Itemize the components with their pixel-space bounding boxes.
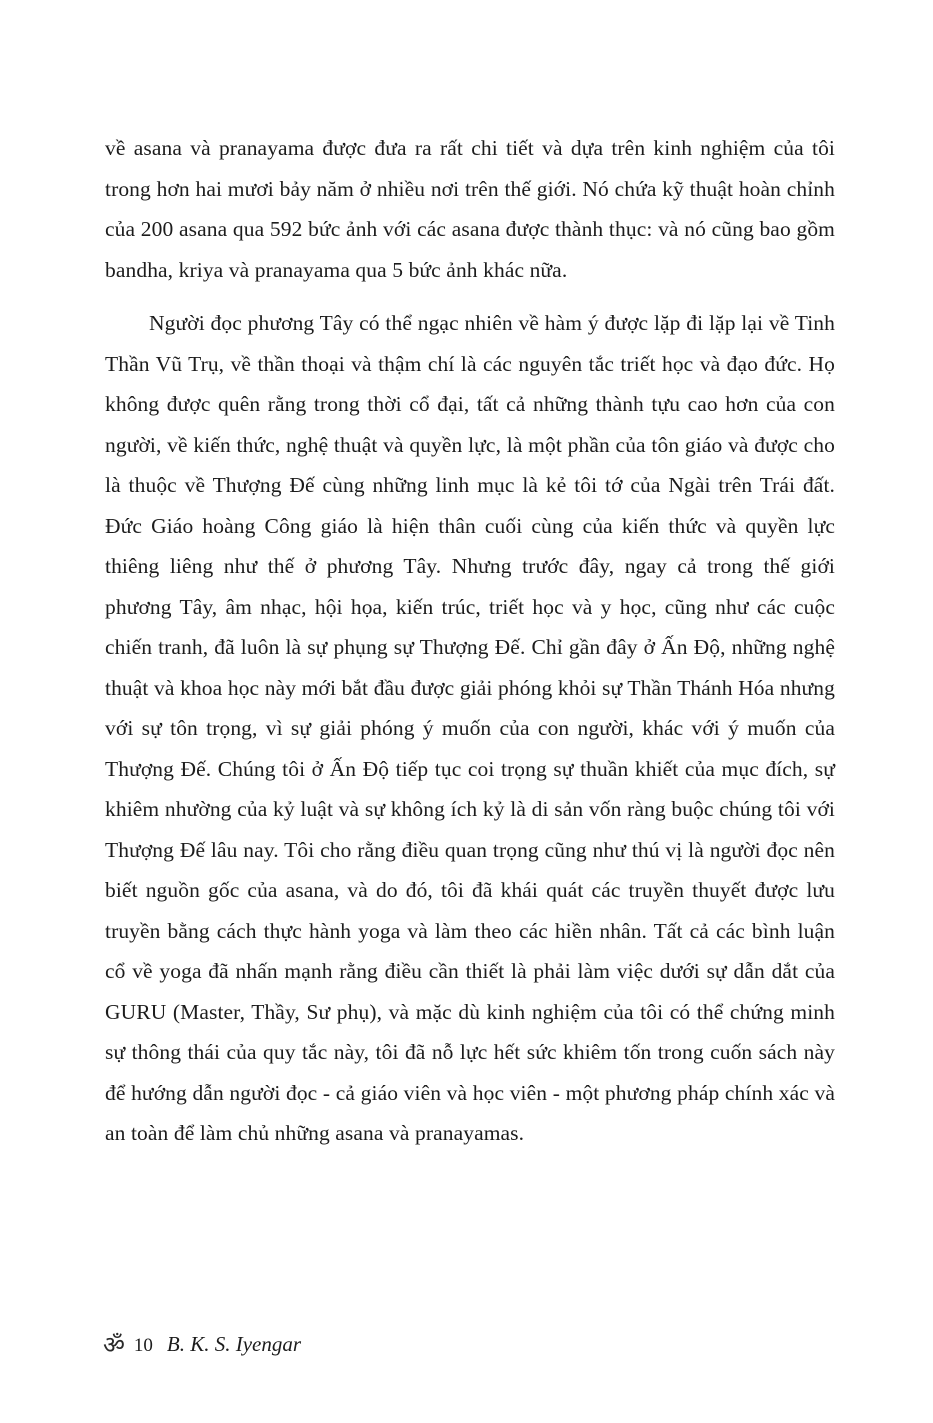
om-icon: ॐ [103,1331,125,1359]
author-name: B. K. S. Iyengar [166,1332,302,1356]
page-content [105,128,835,1154]
paragraph-continuation: về asana và pranayama được đưa ra rất chi tiết và dựa trên kinh nghiệm của tôi trong hơn hai mươi bảy năm ở nhiều nơi trên thế giới. Nó chứa kỹ thuật hoàn chỉnh của 200 asana qua 592 bức ảnh với các asana được thành thục: và nó cũng bao gồm bandha, kriya và pranayama qua 5 bức ảnh khác nữa. [105,136,835,282]
page-number: 10 [133,1335,153,1356]
page-footer [103,1326,301,1359]
paragraph-main: Người đọc phương Tây có thể ngạc nhiên về hàm ý được lặp đi lặp lại về Tinh Thần Vũ Trụ, về thần thoại và thậm chí là các nguyên tắc triết học và đạo đức. Họ không được quên rằng trong thời cổ đại, tất cả những thành tựu cao hơn của con người, về kiến thức, nghệ thuật và quyền lực, là một phần của tôn giáo và được cho là thuộc về Thượng Đế cùng những linh mục là kẻ tôi tớ của Ngài trên Trái đất. Đức Giáo hoàng Công giáo là hiện thân cuối cùng của kiến thức và quyền lực thiêng liêng như thế ở phương Tây. Nhưng trước đây, ngay cả trong thế giới phương Tây, âm nhạc, hội họa, kiến trúc, triết học và y học, cũng như các cuộc chiến tranh, đã luôn là sự phụng sự Thượng Đế. Chỉ gần đây ở Ấn Độ, những nghệ thuật và khoa học này mới bắt đầu được giải phóng khỏi sự Thần Thánh Hóa nhưng với sự tôn trọng, vì sự giải phóng ý muốn của con người, khác với ý muốn của Thượng Đế. Chúng tôi ở Ấn Độ tiếp tục coi trọng sự thuần khiết của mục đích, sự khiêm nhường của kỷ luật và sự không ích kỷ là di sản vốn ràng buộc chúng tôi với Thượng Đế lâu nay. Tôi cho rằng điều quan trọng cũng như thú vị là người đọc nên biết nguồn gốc của asana, và do đó, tôi đã khái quát các truyền thuyết được lưu truyền bằng cách thực hành yoga và làm theo các hiền nhân. Tất cả các bình luận cổ về yoga đã nhấn mạnh rằng điều cần thiết là phải làm việc dưới sự dẫn dắt của GURU (Master, Thầy, Sư phụ), và mặc dù kinh nghiệm của tôi có thể chứng minh sự thông thái của quy tắc này, tôi đã nỗ lực hết sức khiêm tốn trong cuốn sách này để hướng dẫn người đọc - cả giáo viên và học viên - một phương pháp chính xác và an toàn để làm chủ những asana và pranayamas. [105,311,835,1145]
